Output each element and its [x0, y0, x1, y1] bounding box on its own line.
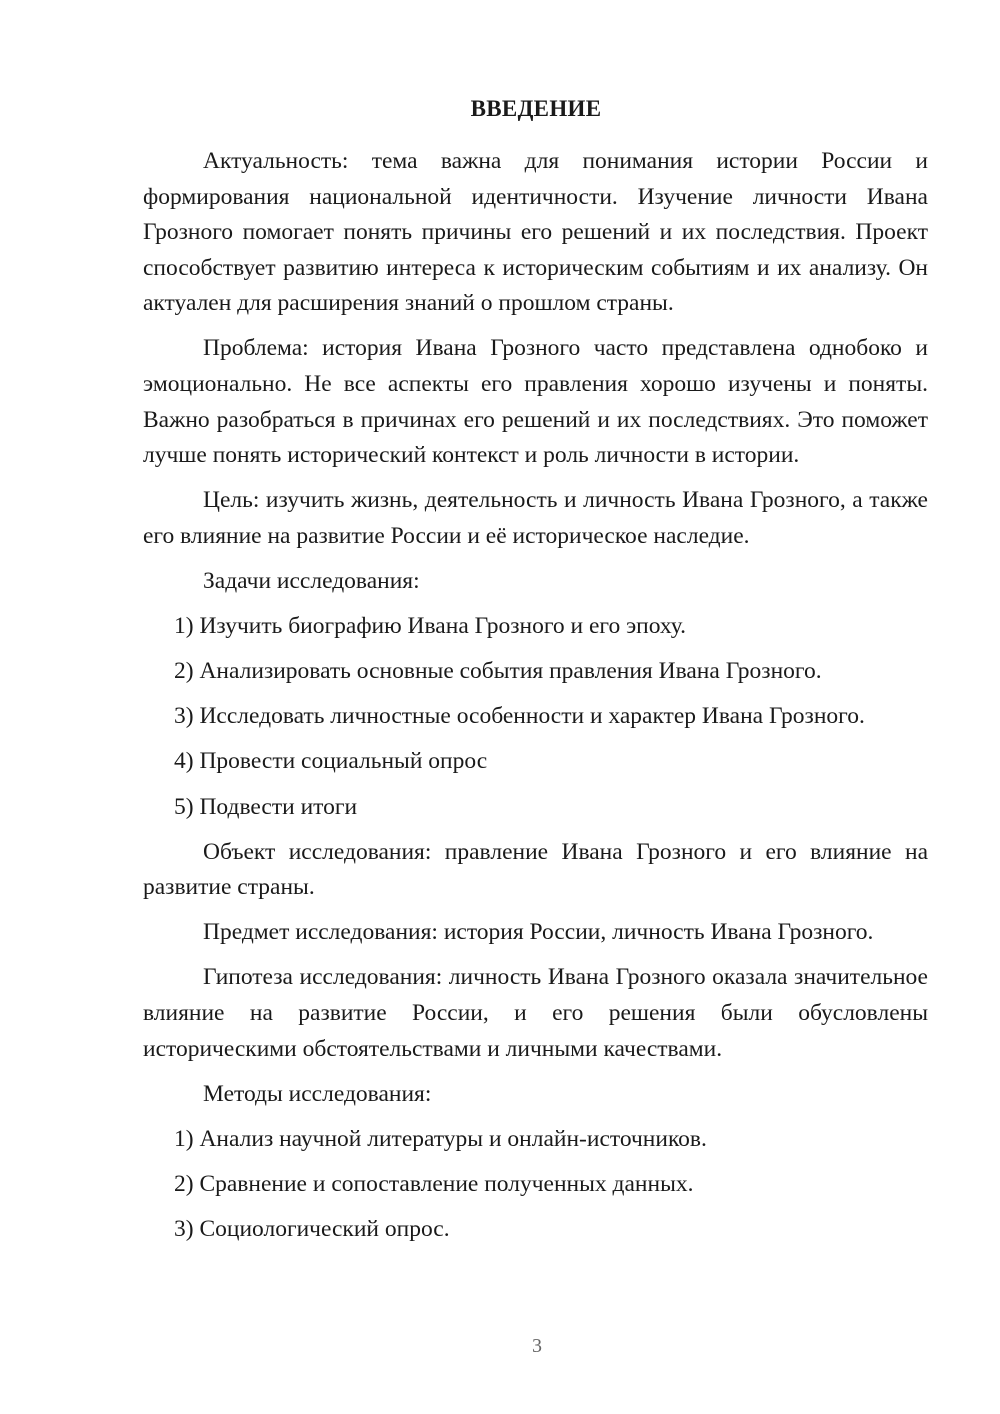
subject-paragraph: Предмет исследования: история России, личность Ивана Грозного. [203, 919, 874, 946]
document-body [143, 144, 928, 1257]
task-item: 3) Исследовать личностные особенности и характер Ивана Грозного. [174, 703, 865, 730]
task-item: 5) Подвести итоги [174, 793, 358, 820]
methods-heading: Методы исследования: [203, 1080, 432, 1107]
hypothesis-paragraph: Гипотеза исследования: личность Ивана Грозного оказала значительное влияние на развитие России, и его решения были обусловлены историческими обстоятельствами и личными качествами. [143, 964, 928, 1062]
task-item: 4) Провести социальный опрос [174, 748, 488, 775]
goal-paragraph: Цель: изучить жизнь, деятельность и личность Ивана Грозного, а также его влияние на развитие России и её историческое наследие. [143, 487, 928, 549]
tasks-list [143, 609, 928, 825]
object-paragraph: Объект исследования: правление Ивана Грозного и его влияние на развитие страны. [143, 838, 928, 901]
methods-list [143, 1122, 928, 1248]
problem-paragraph: Проблема: история Ивана Грозного часто представлена однобоко и эмоционально. Не все аспекты его правления хорошо изучены и поняты. Важно разобраться в причинах его решений и их последствиях. Это поможет лучше понять исторический контекст и роль личности в истории. [143, 335, 928, 469]
method-item: 2) Сравнение и сопоставление полученных данных. [174, 1170, 694, 1197]
tasks-heading: Задачи исследования: [203, 568, 420, 595]
method-item: 3) Социологический опрос. [174, 1215, 450, 1242]
task-item: 1) Изучить биографию Ивана Грозного и его эпоху. [174, 613, 687, 640]
task-item: 2) Анализировать основные события правления Ивана Грозного. [174, 658, 822, 685]
relevance-paragraph: Актуальность: тема важна для понимания истории России и формирования национальной идентичности. Изучение личности Ивана Грозного помогает понять причины его решений и их последствия. Проект способствует развитию интереса к историческим событиям и их анализу. Он актуален для расширения знаний о прошлом страны. [143, 148, 928, 317]
section-heading: ВВЕДЕНИЕ [470, 96, 602, 121]
method-item: 1) Анализ научной литературы и онлайн-источников. [174, 1125, 707, 1152]
page-number: 3 [532, 1335, 542, 1357]
